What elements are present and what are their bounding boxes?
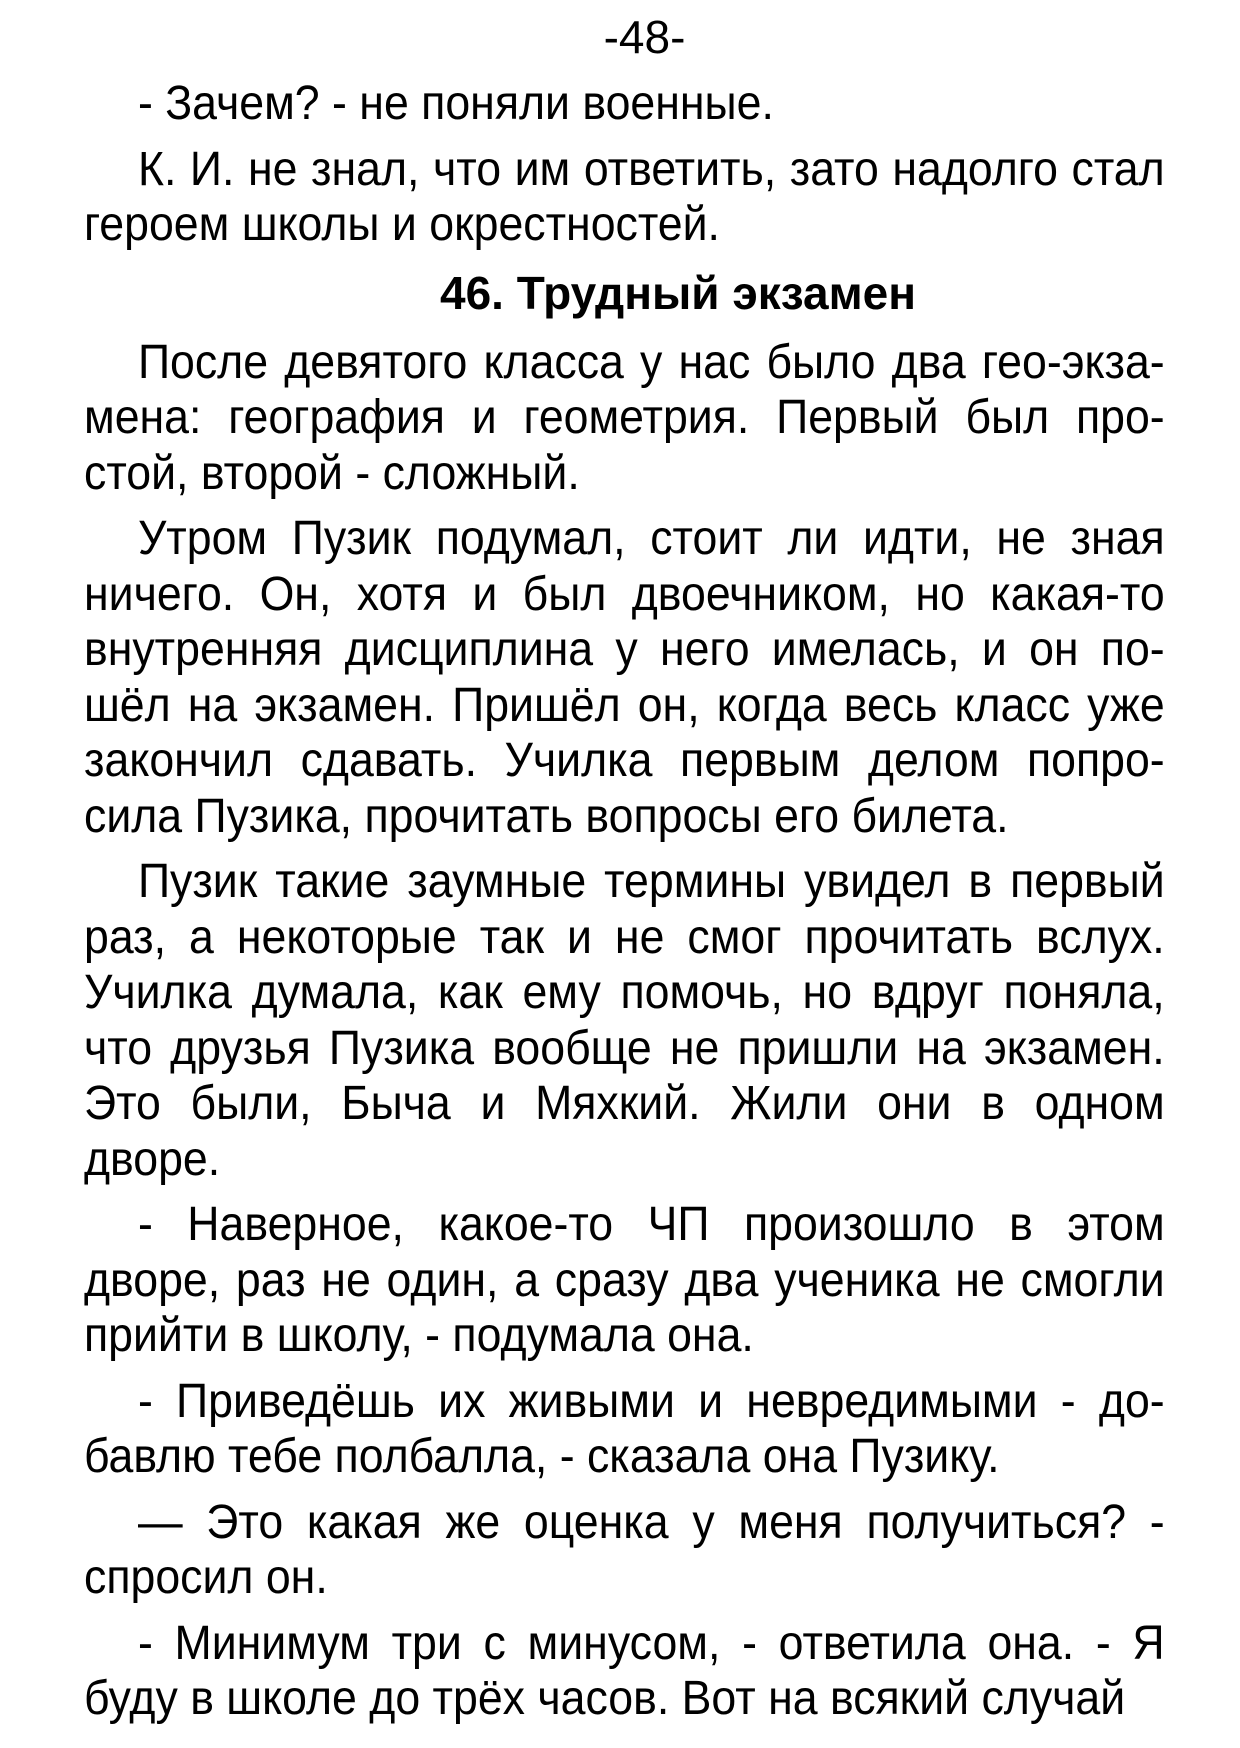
chapter-heading: 46. Трудный экзамен [440,266,916,319]
book-page [84,8,1165,1737]
paragraph: После девятого класса у нас было два гео-экза-мена: география и геометрия. Первый был про-стой, второй - сложный. [84,335,1165,500]
paragraph: - Приведёшь их живыми и невредимыми - до-бавлю тебе полбалла, - сказала она Пузику. [84,1374,1165,1483]
paragraph: Пузик такие заумные термины увидел в первый раз, а некоторые так и не смог прочитать вслух. Училка думала, как ему помочь, но вдруг поняла, что друзья Пузика вообще не пришли на экзамен. Это были, Быча и Мяхкий. Жили они в одном дворе. [84,855,1165,1186]
paragraph: - Минимум три с минусом, - ответила она. - Я буду в школе до трёх часов. Вот на всякий случай [84,1616,1165,1725]
paragraph: — Это какая же оценка у меня получиться? - спросил он. [84,1495,1165,1604]
paragraph: - Наверное, какое-то ЧП произошло в этом дворе, раз не один, а сразу два ученика не смогли прийти в школу, - подумала она. [84,1198,1165,1362]
paragraph: - Зачем? - не поняли военные. [137,77,774,130]
paragraph: Утром Пузик подумал, стоит ли идти, не зная ничего. Он, хотя и был двоечником, но какая-то внутренняя дисциплина у него имелась, и он по-шёл на экзамен. Пришёл он, когда весь класс уже закончил сдавать. Училка первым делом попро-сила Пузика, прочитать вопросы его билета. [84,512,1165,843]
paragraph: К. И. не знал, что им ответить, зато надолго стал героем школы и окрестностей. [84,142,1165,251]
page-number: -48- [603,11,686,63]
